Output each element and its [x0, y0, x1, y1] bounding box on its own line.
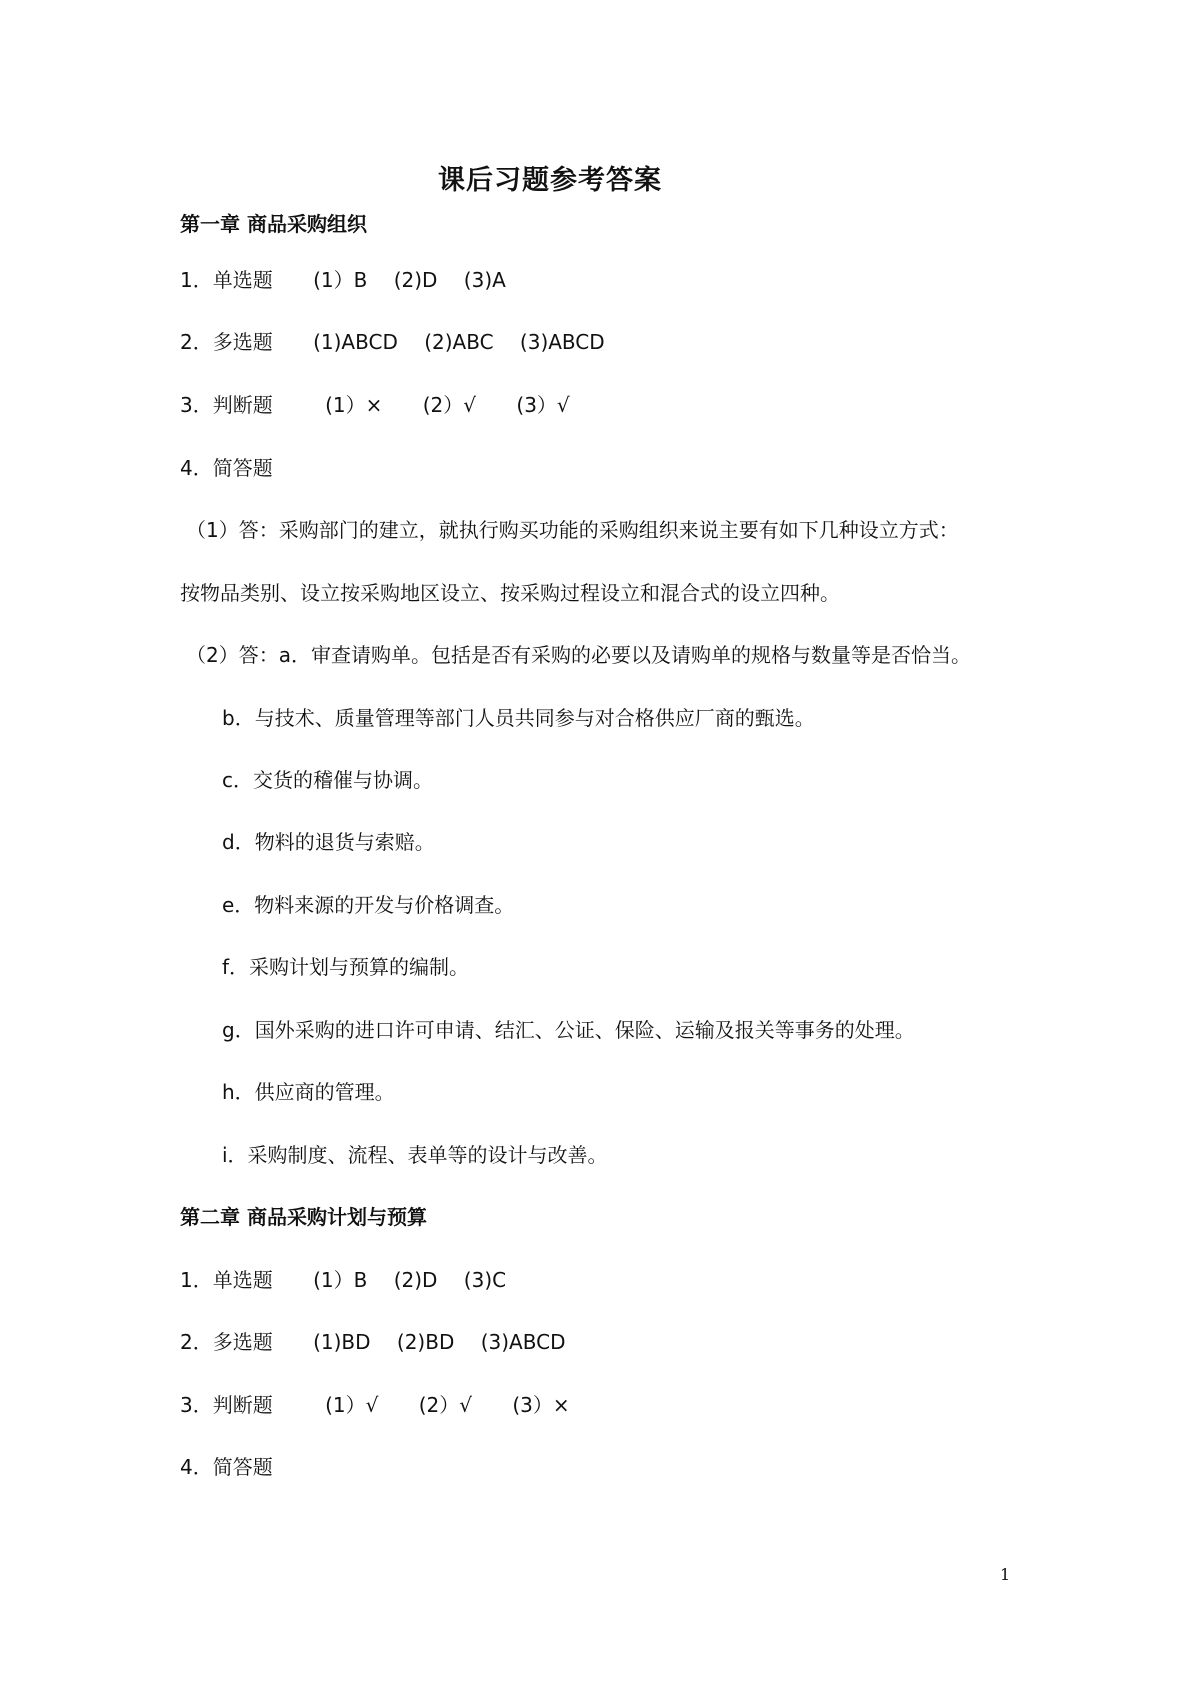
answer-item: (1）B	[313, 268, 368, 292]
answer-item: (1）×	[325, 393, 383, 417]
chapter2-q2-line	[180, 1328, 585, 1356]
answer2-item-d: d．物料的退货与索赔。	[222, 830, 435, 854]
answer-item: (3）√	[516, 393, 570, 417]
answer-item: (2）√	[418, 1393, 473, 1417]
question-label: 3．判断题	[180, 1393, 273, 1417]
chapter2-heading: 第二章 商品采购计划与预算	[180, 1205, 427, 1229]
answer-item: (1）B	[313, 1268, 368, 1292]
chapter2-q3-line	[180, 1391, 590, 1419]
answer-item: (1)BD	[313, 1330, 371, 1354]
answer2-item-h: h．供应商的管理。	[222, 1080, 395, 1104]
answer2-item-e: e．物料来源的开发与价格调查。	[222, 893, 515, 917]
chapter1-q1-line	[180, 266, 526, 294]
answer-item: (3）×	[512, 1393, 570, 1417]
chapter1-q4-label: 4．简答题	[180, 456, 273, 480]
question-label: 1．单选题	[180, 268, 273, 292]
answer-item: (2)D	[393, 268, 438, 292]
answer-item: (1）√	[325, 1393, 379, 1417]
answer2-item-c: c．交货的稽催与协调。	[222, 768, 433, 792]
answer-item: (3)ABCD	[480, 1330, 566, 1354]
answer-item: (2)D	[393, 1268, 438, 1292]
question-label: 2．多选题	[180, 330, 273, 354]
answer1-line1: （1）答：采购部门的建立，就执行购买功能的采购组织来说主要有如下几种设立方式：	[186, 518, 959, 542]
chapter1-q2-line	[180, 328, 625, 356]
answer2-item-g: g．国外采购的进口许可申请、结汇、公证、保险、运输及报关等事务的处理。	[222, 1018, 915, 1042]
answer2-item-b: b．与技术、质量管理等部门人员共同参与对合格供应厂商的甄选。	[222, 706, 815, 730]
answer-item: (2)BD	[396, 1330, 455, 1354]
answer-item: (3)A	[463, 268, 506, 292]
chapter2-q4-label: 4．简答题	[180, 1455, 273, 1479]
chapter2-q1-line	[180, 1266, 526, 1294]
answer-item: (1)ABCD	[313, 330, 398, 354]
question-label: 1．单选题	[180, 1268, 273, 1292]
question-label: 2．多选题	[180, 1330, 273, 1354]
document-title: 课后习题参考答案	[438, 165, 662, 196]
answer-item: (2）√	[422, 393, 477, 417]
answer-item: (3)ABCD	[519, 330, 605, 354]
answer-item: (3)C	[463, 1268, 507, 1292]
answer-item: (2)ABC	[424, 330, 494, 354]
answer2-item-i: i．采购制度、流程、表单等的设计与改善。	[222, 1143, 608, 1167]
chapter1-heading: 第一章 商品采购组织	[180, 212, 367, 236]
page-number: 1	[1000, 1565, 1011, 1584]
question-label: 3．判断题	[180, 393, 273, 417]
chapter1-q3-line	[180, 391, 590, 419]
answer2-line1: （2）答：a．审查请购单。包括是否有采购的必要以及请购单的规格与数量等是否恰当。	[186, 643, 971, 667]
answer1-line2: 按物品类别、设立按采购地区设立、按采购过程设立和混合式的设立四种。	[180, 581, 840, 605]
answer2-item-f: f．采购计划与预算的编制。	[222, 955, 470, 979]
